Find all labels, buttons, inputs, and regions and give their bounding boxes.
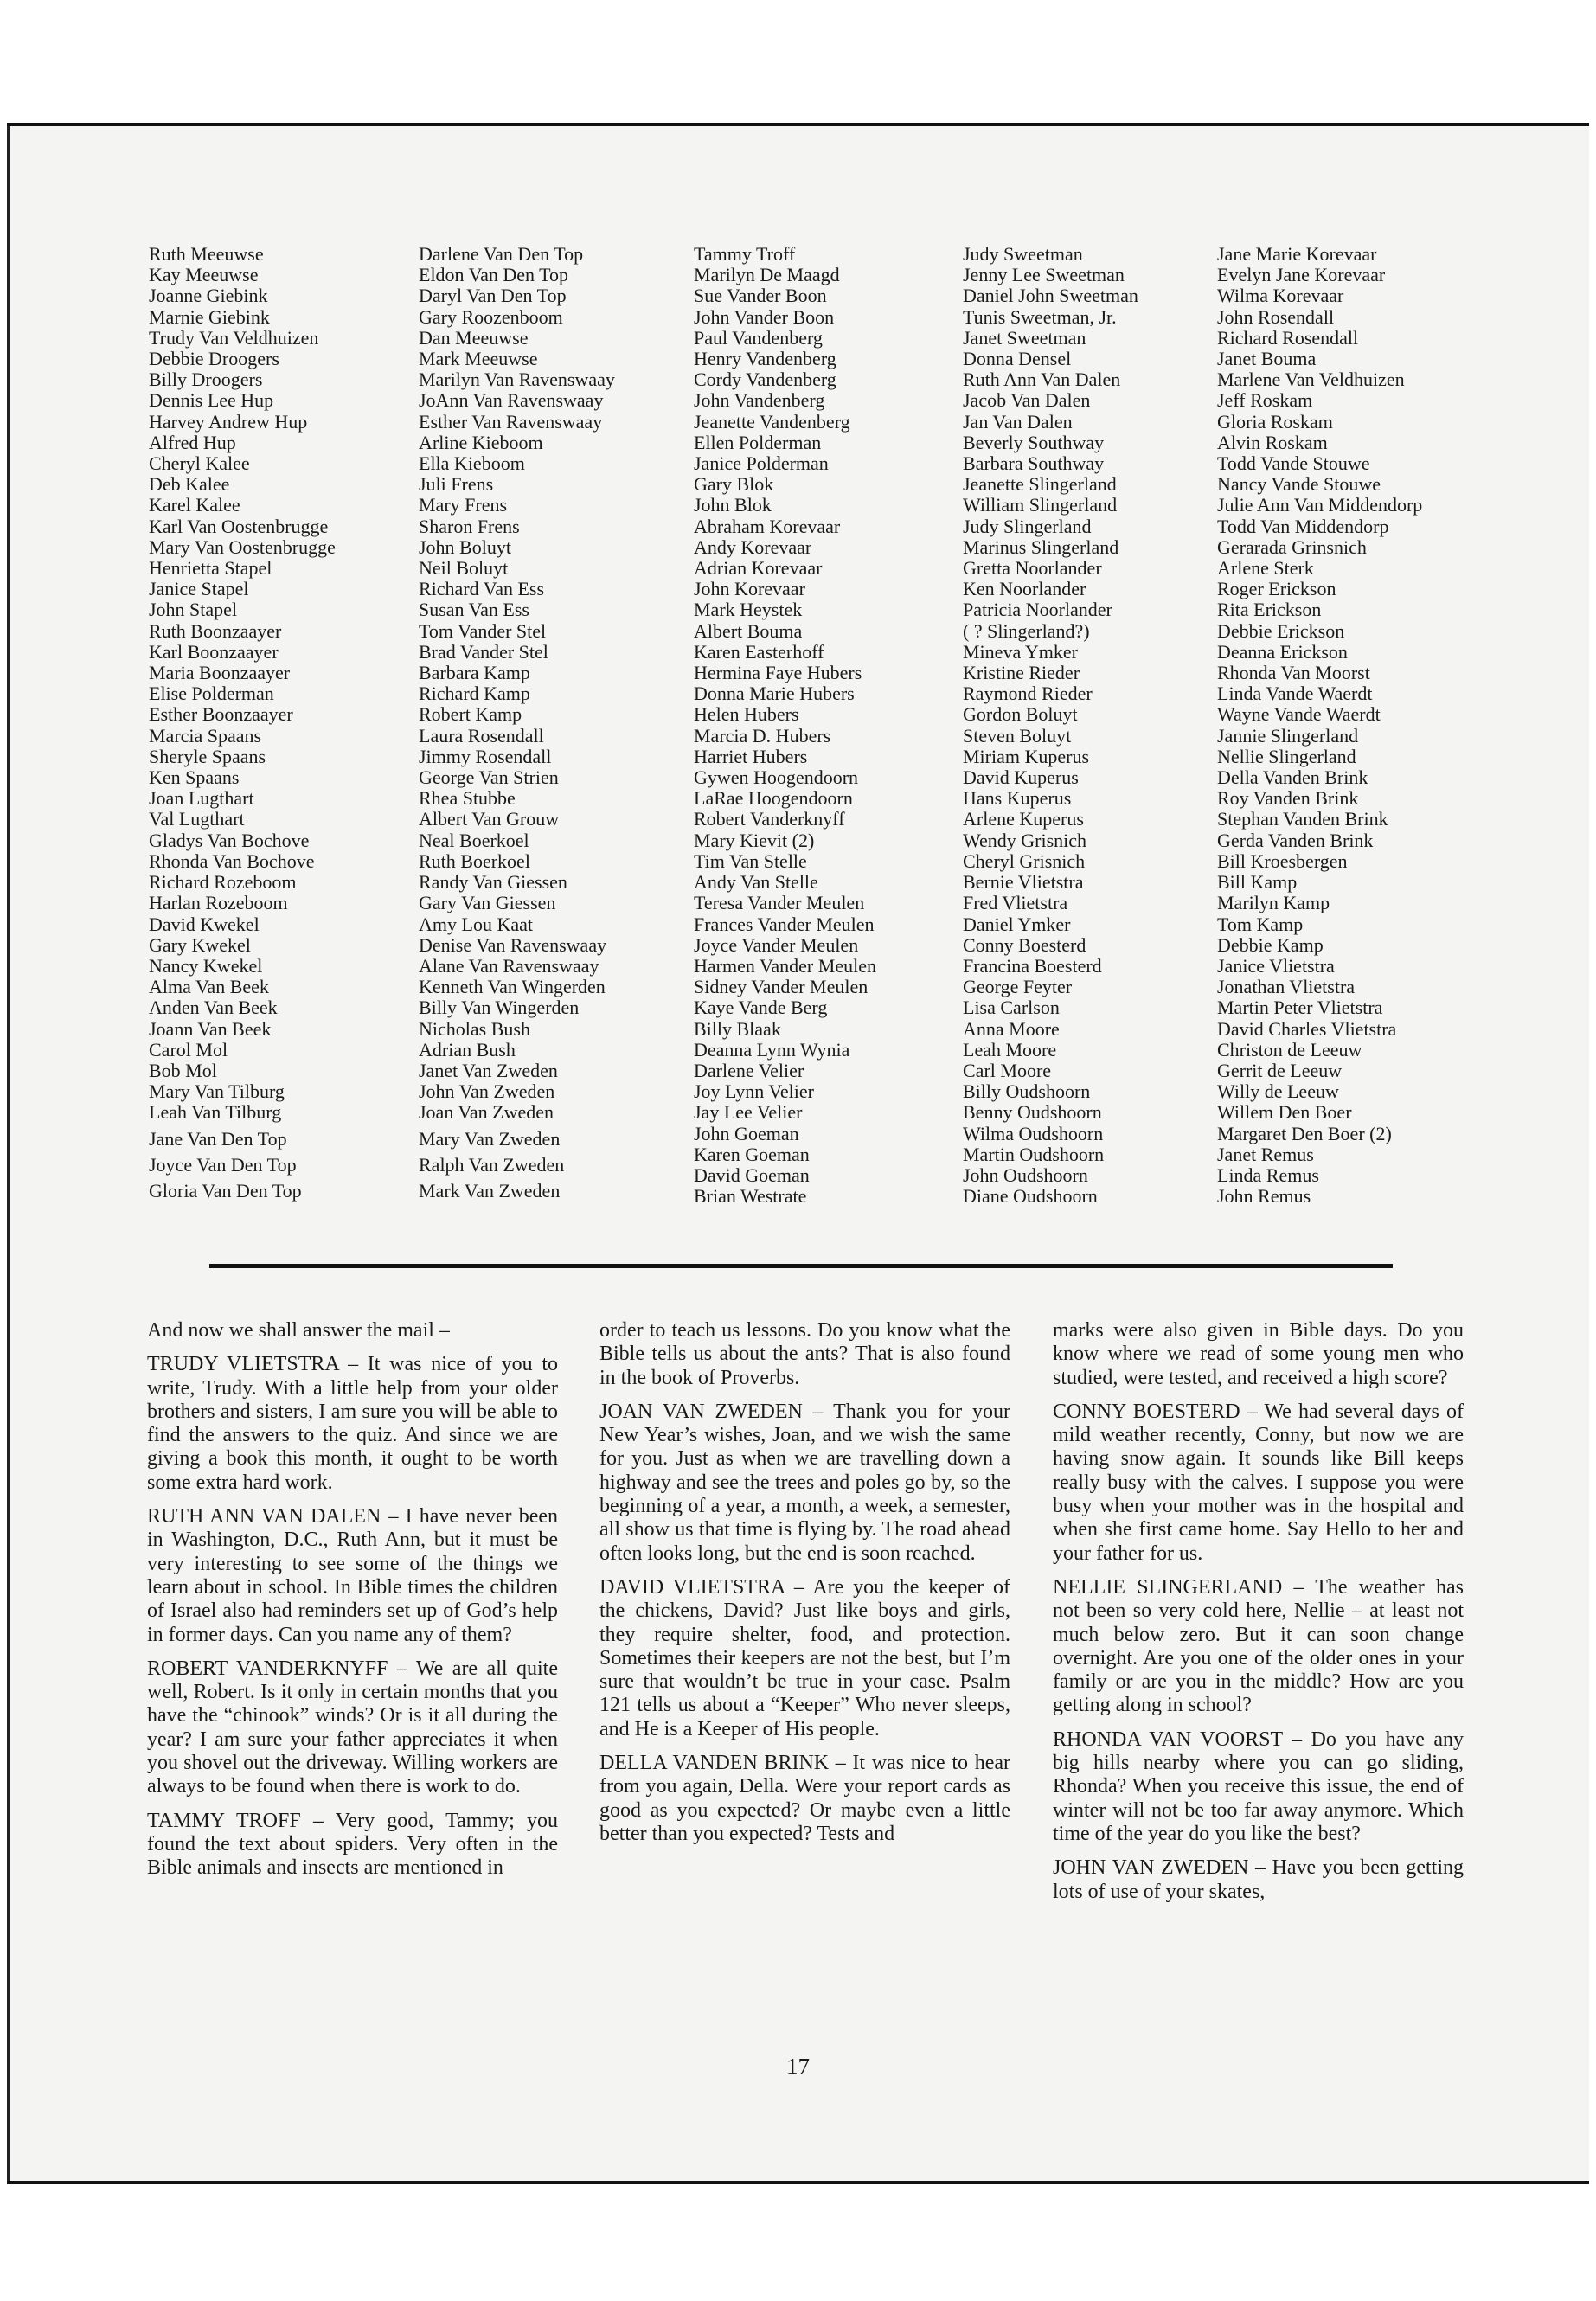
name-entry: Arlene Kuperus [963, 808, 1084, 830]
name-entry: Joan Lugthart [149, 787, 254, 810]
name-entry: Nancy Kwekel [149, 954, 263, 977]
name-entry: George Feyter [963, 976, 1073, 998]
name-entry: Juli Frens [419, 473, 494, 496]
name-entry: Mark Heystek [694, 599, 803, 621]
letter-paragraph: TAMMY TROFF – Very good, Tammy; you found the text about spiders. Very often in the Bible animals and insects are mentioned in [147, 1809, 558, 1880]
name-entry: Kaye Vande Berg [694, 997, 828, 1019]
name-entry: Gerrit de Leeuw [1217, 1059, 1343, 1081]
name-entry: Marnie Giebink [149, 305, 270, 328]
name-entry: Tunis Sweetman, Jr. [963, 305, 1117, 328]
name-entry: Rita Erickson [1217, 599, 1322, 621]
name-entry: Donna Densel [963, 348, 1072, 370]
name-entry: Henry Vandenberg [694, 348, 836, 370]
names-column-3 [694, 244, 876, 1207]
name-entry: Elise Polderman [149, 683, 274, 705]
letter-paragraph: CONNY BOESTERD – We had several days of mild weather recently, Conny, but now we are having snow again. It sounds like Bill keeps really busy with the calves. I suppose you were busy when your mother was in the hospital and when she first came home. Say Hello to her and your father for us. [1053, 1400, 1464, 1565]
name-entry: Nellie Slingerland [1217, 745, 1356, 767]
name-entry: Adrian Bush [419, 1038, 516, 1061]
name-entry: Marcia Spaans [149, 724, 262, 747]
name-entry: Conny Boesterd [963, 933, 1086, 956]
name-entry: Fred Vlietstra [963, 892, 1068, 914]
name-entry: Amy Lou Kaat [419, 913, 533, 935]
name-entry: David Kuperus [963, 766, 1079, 789]
name-entry: Carol Mol [149, 1038, 228, 1061]
name-entry: Gary Van Giessen [419, 892, 556, 914]
name-entry: Deb Kalee [149, 473, 230, 496]
name-entry: Billy Blaak [694, 1017, 781, 1040]
name-entry: Evelyn Jane Korevaar [1217, 264, 1386, 286]
name-entry: Mary Kievit (2) [694, 829, 815, 851]
name-entry: Gary Blok [694, 473, 774, 496]
name-entry: Raymond Rieder [963, 683, 1093, 705]
name-entry: Mary Van Oostenbrugge [149, 535, 336, 558]
name-entry: Roger Erickson [1217, 578, 1336, 600]
name-entry: Joanne Giebink [149, 285, 268, 307]
name-entry: Marcia D. Hubers [694, 724, 831, 747]
name-entry: Bernie Vlietstra [963, 871, 1084, 894]
name-entry: Brian Westrate [694, 1185, 807, 1208]
name-entry: John Korevaar [694, 578, 805, 600]
name-entry: Mineva Ymker [963, 640, 1078, 663]
name-entry: John Rosendall [1217, 305, 1335, 328]
name-entry: Ruth Ann Van Dalen [963, 369, 1121, 391]
name-entry: John Goeman [694, 1122, 799, 1144]
name-entry: Paul Vandenberg [694, 326, 823, 349]
name-entry: Benny Oudshoorn [963, 1101, 1102, 1124]
name-entry: Marlene Van Veldhuizen [1217, 369, 1405, 391]
section-divider [209, 1264, 1393, 1268]
name-entry: Abraham Korevaar [694, 515, 841, 537]
name-entry: Janice Vlietstra [1217, 954, 1335, 977]
name-entry: Ellen Polderman [694, 431, 822, 453]
name-entry: Ruth Boonzaayer [149, 619, 282, 642]
name-entry: Bob Mol [149, 1059, 217, 1081]
letter-paragraph: ROBERT VANDERKNYFF – We are all quite well, Robert. Is it only in certain months that you have the “chinook” winds? Or is it all during the year? I am sure your father appreciates it when you shovel out the driveway. Willing workers are always to be found when there is work to do. [147, 1657, 558, 1798]
letter-paragraph: DELLA VANDEN BRINK – It was nice to hear from you again, Della. Were your report cards as good as you expected? Or maybe even a little better than you expected? Tests and [599, 1752, 1010, 1845]
contributor-names-list [149, 244, 1481, 1208]
name-entry: Kay Meeuwse [149, 264, 259, 286]
name-entry: Beverly Southway [963, 431, 1105, 453]
name-entry: Janet Van Zweden [419, 1059, 558, 1081]
name-entry: Tom Vander Stel [419, 619, 547, 642]
name-entry: Cordy Vandenberg [694, 369, 836, 391]
name-entry: Brad Vander Stel [419, 640, 548, 663]
name-entry: Wendy Grisnich [963, 829, 1087, 851]
letters-column-1 [147, 1319, 558, 1891]
page-number: 17 [786, 2054, 810, 2080]
name-entry: Francina Boesterd [963, 954, 1102, 977]
name-entry: Ken Spaans [149, 766, 240, 789]
name-entry: Jimmy Rosendall [419, 745, 552, 767]
name-entry: Tom Kamp [1217, 913, 1304, 935]
name-entry: Margaret Den Boer (2) [1217, 1122, 1392, 1144]
name-entry: Bill Kamp [1217, 871, 1298, 894]
name-entry: Neil Boluyt [419, 557, 509, 580]
name-entry: Marilyn De Maagd [694, 264, 840, 286]
name-entry: Marilyn Kamp [1217, 892, 1330, 914]
name-entry: David Charles Vlietstra [1217, 1017, 1397, 1040]
name-entry: Karl Boonzaayer [149, 640, 279, 663]
name-entry: Gary Kwekel [149, 933, 251, 956]
name-entry: Christon de Leeuw [1217, 1038, 1362, 1061]
name-entry: Miriam Kuperus [963, 745, 1090, 767]
name-entry: Steven Boluyt [963, 724, 1072, 747]
name-entry: Lisa Carlson [963, 997, 1060, 1019]
name-entry: Andy Van Stelle [694, 871, 818, 894]
name-entry: Ella Kieboom [419, 452, 525, 475]
name-entry: Tammy Troff [694, 243, 796, 265]
name-entry: William Slingerland [963, 494, 1118, 516]
name-entry: Janet Sweetman [963, 326, 1086, 349]
name-entry: Joann Van Beek [149, 1017, 272, 1040]
name-entry: Denise Van Ravenswaay [419, 933, 607, 956]
name-entry: Jay Lee Velier [694, 1101, 803, 1124]
name-entry: John Van Zweden [419, 1080, 555, 1103]
name-entry: Jenny Lee Sweetman [963, 264, 1125, 286]
name-entry: Mark Meeuwse [419, 348, 538, 370]
name-entry: Karel Kalee [149, 494, 240, 516]
name-entry: Richard Rozeboom [149, 871, 297, 894]
name-entry: Rhonda Van Moorst [1217, 662, 1370, 684]
name-entry: Nancy Vande Stouwe [1217, 473, 1381, 496]
name-entry: JoAnn Van Ravenswaay [419, 389, 604, 412]
name-entry: John Boluyt [419, 535, 511, 558]
letter-paragraph: RHONDA VAN VOORST – Do you have any big hills nearby where you can go sliding, Rhonda? When you receive this issue, the end of winter will not be too far away anymore. Which time of the year do you like the best? [1053, 1727, 1464, 1845]
name-entry: Helen Hubers [694, 703, 799, 726]
name-entry: Deanna Lynn Wynia [694, 1038, 850, 1061]
name-entry: Janet Bouma [1217, 348, 1317, 370]
name-entry: Karen Goeman [694, 1143, 810, 1165]
name-entry: Leah Van Tilburg [149, 1101, 282, 1124]
name-entry: Harvey Andrew Hup [149, 410, 308, 433]
letters-column-2 [599, 1319, 1010, 1856]
name-entry: John Remus [1217, 1185, 1311, 1208]
name-entry: Gerarada Grinsnich [1217, 535, 1367, 558]
name-entry: Leah Moore [963, 1038, 1057, 1061]
name-entry: Hans Kuperus [963, 787, 1072, 810]
name-entry: Martin Peter Vlietstra [1217, 997, 1383, 1019]
name-entry: Judy Sweetman [963, 243, 1083, 265]
name-entry: Judy Slingerland [963, 515, 1092, 537]
letter-paragraph: JOHN VAN ZWEDEN – Have you been getting lots of use of your skates, [1053, 1856, 1464, 1903]
name-entry: Alane Van Ravenswaay [419, 954, 599, 977]
name-entry: Gretta Noorlander [963, 557, 1102, 580]
name-entry: Joyce Van Den Top [149, 1153, 297, 1176]
name-entry: John Stapel [149, 599, 238, 621]
name-entry: Rhonda Van Bochove [149, 849, 315, 872]
name-entry: Robert Kamp [419, 703, 522, 726]
name-entry: John Blok [694, 494, 772, 516]
name-entry: Neal Boerkoel [419, 829, 529, 851]
name-entry: Billy Droogers [149, 369, 263, 391]
name-entry: Marilyn Van Ravenswaay [419, 369, 615, 391]
name-entry: Gerda Vanden Brink [1217, 829, 1374, 851]
name-entry: David Goeman [694, 1163, 810, 1186]
name-entry: John Vander Boon [694, 305, 835, 328]
name-entry: Mary Van Zweden [419, 1127, 561, 1150]
name-entry: Roy Vanden Brink [1217, 787, 1359, 810]
names-column-5 [1217, 244, 1422, 1207]
name-entry: Sidney Vander Meulen [694, 976, 869, 998]
name-entry: Barbara Southway [963, 452, 1105, 475]
frame-edge [7, 126, 10, 2181]
letter-paragraph: NELLIE SLINGERLAND – The weather has not been so very cold here, Nellie – at least not much below zero. But it can soon change overnight. Are you one of the older ones in your family or are you in the middle? How are you getting along in school? [1053, 1575, 1464, 1717]
name-entry: Ruth Boerkoel [419, 849, 530, 872]
name-entry: Todd Vande Stouwe [1217, 452, 1370, 475]
name-entry: Harmen Vander Meulen [694, 954, 876, 977]
name-entry: Robert Vanderknyff [694, 808, 845, 830]
name-entry: Mary Van Tilburg [149, 1080, 285, 1103]
name-entry: Gloria Roskam [1217, 410, 1333, 433]
name-entry: Carl Moore [963, 1059, 1052, 1081]
name-entry: Alfred Hup [149, 431, 236, 453]
name-entry: Harriet Hubers [694, 745, 808, 767]
name-entry: Gloria Van Den Top [149, 1179, 302, 1202]
name-entry: Nicholas Bush [419, 1017, 530, 1040]
name-entry: Linda Vande Waerdt [1217, 683, 1373, 705]
name-entry: Cheryl Kalee [149, 452, 250, 475]
name-entry: Julie Ann Van Middendorp [1217, 494, 1423, 516]
name-entry: Eldon Van Den Top [419, 264, 569, 286]
name-entry: Marinus Slingerland [963, 535, 1119, 558]
name-entry: Maria Boonzaayer [149, 662, 291, 684]
name-entry: Wilma Oudshoorn [963, 1122, 1104, 1144]
name-entry: Karen Easterhoff [694, 640, 824, 663]
name-entry: George Van Strien [419, 766, 559, 789]
name-entry: Tim Van Stelle [694, 849, 807, 872]
name-entry: Janice Stapel [149, 578, 249, 600]
name-entry: Darlene Van Den Top [419, 243, 584, 265]
name-entry: Richard Kamp [419, 683, 530, 705]
name-entry: Willy de Leeuw [1217, 1080, 1339, 1103]
name-entry: Susan Van Ess [419, 599, 529, 621]
name-entry: Sharon Frens [419, 515, 520, 537]
name-entry: Laura Rosendall [419, 724, 544, 747]
name-entry: Linda Remus [1217, 1163, 1319, 1186]
letter-paragraph: JOAN VAN ZWEDEN – Thank you for your New Year’s wishes, Joan, and we wish the same for you. Just as when we are travelling down a highway and see the trees and poles go by, so the beginning of a year, a month, a week, a semester, all show us that time is flying by. The road ahead often looks long, but the end is soon reached. [599, 1400, 1010, 1565]
name-entry: Janet Remus [1217, 1143, 1314, 1165]
name-entry: Donna Marie Hubers [694, 683, 855, 705]
name-entry: Alma Van Beek [149, 976, 269, 998]
name-entry: Joy Lynn Velier [694, 1080, 814, 1103]
name-entry: Richard Rosendall [1217, 326, 1359, 349]
name-entry: Wayne Vande Waerdt [1217, 703, 1381, 726]
name-entry: Henrietta Stapel [149, 557, 272, 580]
name-entry: Joan Van Zweden [419, 1101, 554, 1124]
letter-paragraph: And now we shall answer the mail – [147, 1319, 450, 1342]
name-entry: Albert Van Grouw [419, 808, 560, 830]
name-entry: Billy Oudshoorn [963, 1080, 1091, 1103]
name-entry: Jeanette Vandenberg [694, 410, 850, 433]
letter-paragraph: order to teach us lessons. Do you know what the Bible tells us about the ants? That is also found in the book of Proverbs. [599, 1319, 1010, 1389]
name-entry: Dan Meeuwse [419, 326, 529, 349]
name-entry: Sue Vander Boon [694, 285, 827, 307]
name-entry: Albert Bouma [694, 619, 803, 642]
name-entry: Adrian Korevaar [694, 557, 823, 580]
name-entry: Mary Frens [419, 494, 508, 516]
name-entry: Joyce Vander Meulen [694, 933, 859, 956]
name-entry: John Oudshoorn [963, 1163, 1088, 1186]
name-entry: Jeanette Slingerland [963, 473, 1117, 496]
name-entry: Alvin Roskam [1217, 431, 1328, 453]
name-entry: Hermina Faye Hubers [694, 662, 862, 684]
name-entry: Billy Van Wingerden [419, 997, 580, 1019]
name-entry: Debbie Kamp [1217, 933, 1324, 956]
name-entry: Anna Moore [963, 1017, 1060, 1040]
name-entry: Debbie Erickson [1217, 619, 1345, 642]
name-entry: Trudy Van Veldhuizen [149, 326, 319, 349]
name-entry: Gordon Boluyt [963, 703, 1078, 726]
name-entry: Patricia Noorlander [963, 599, 1112, 621]
names-column-4 [963, 244, 1138, 1207]
name-entry: Daniel Ymker [963, 913, 1071, 935]
name-entry: Jan Van Dalen [963, 410, 1073, 433]
name-entry: Todd Van Middendorp [1217, 515, 1389, 537]
name-entry: Cheryl Grisnich [963, 849, 1086, 872]
name-entry: Harlan Rozeboom [149, 892, 288, 914]
name-entry: Kenneth Van Wingerden [419, 976, 606, 998]
name-entry: Val Lugthart [149, 808, 245, 830]
name-entry: Teresa Vander Meulen [694, 892, 865, 914]
name-entry: Stephan Vanden Brink [1217, 808, 1388, 830]
name-entry: Barbara Kamp [419, 662, 530, 684]
name-entry: Martin Oudshoorn [963, 1143, 1105, 1165]
name-entry: David Kwekel [149, 913, 260, 935]
name-entry: Willem Den Boer [1217, 1101, 1352, 1124]
name-entry: Esther Boonzaayer [149, 703, 293, 726]
name-entry: Ken Noorlander [963, 578, 1086, 600]
letters-column-3 [1053, 1319, 1464, 1914]
name-entry: ( ? Slingerland?) [963, 619, 1090, 642]
name-entry: Jonathan Vlietstra [1217, 976, 1356, 998]
name-entry: Bill Kroesbergen [1217, 849, 1348, 872]
name-entry: Ralph Van Zweden [419, 1153, 565, 1176]
name-entry: Jacob Van Dalen [963, 389, 1091, 412]
name-entry: Gywen Hoogendoorn [694, 766, 859, 789]
name-entry: LaRae Hoogendoorn [694, 787, 853, 810]
name-entry: Rhea Stubbe [419, 787, 516, 810]
name-entry: Randy Van Giessen [419, 871, 567, 894]
name-entry: Diane Oudshoorn [963, 1185, 1098, 1208]
name-entry: Jane Marie Korevaar [1217, 243, 1377, 265]
name-entry: Daniel John Sweetman [963, 285, 1138, 307]
name-entry: Gladys Van Bochove [149, 829, 310, 851]
name-entry: Jannie Slingerland [1217, 724, 1359, 747]
name-entry: Anden Van Beek [149, 997, 278, 1019]
name-entry: Karl Van Oostenbrugge [149, 515, 329, 537]
name-entry: Jane Van Den Top [149, 1127, 287, 1150]
name-entry: Esther Van Ravenswaay [419, 410, 603, 433]
names-column-1 [149, 244, 336, 1202]
name-entry: Darlene Velier [694, 1059, 804, 1081]
name-entry: Gary Roozenboom [419, 305, 563, 328]
name-entry: Ruth Meeuwse [149, 243, 264, 265]
name-entry: Deanna Erickson [1217, 640, 1348, 663]
name-entry: Daryl Van Den Top [419, 285, 567, 307]
letter-paragraph: marks were also given in Bible days. Do you know where we read of some young men who studied, were tested, and received a high score? [1053, 1319, 1464, 1389]
name-entry: Wilma Korevaar [1217, 285, 1344, 307]
name-entry: Sheryle Spaans [149, 745, 266, 767]
name-entry: John Vandenberg [694, 389, 825, 412]
name-entry: Frances Vander Meulen [694, 913, 875, 935]
name-entry: Kristine Rieder [963, 662, 1080, 684]
name-entry: Andy Korevaar [694, 535, 812, 558]
name-entry: Janice Polderman [694, 452, 829, 475]
letter-paragraph: DAVID VLIETSTRA – Are you the keeper of the chickens, David? Just like boys and girls, they require shelter, food, and protection. Sometimes their keepers are not the best, but I’m sure that wouldn’t be true in your case. Psalm 121 tells us about a “Keeper” Who never sleeps, and He is a Keeper of His people. [599, 1575, 1010, 1740]
letter-paragraph: TRUDY VLIETSTRA – It was nice of you to write, Trudy. With a little help from your older brothers and sisters, I am sure you will be able to find the answers to the quiz. And since we are giving a book this month, it ought to be worth some extra hard work. [147, 1353, 558, 1494]
names-column-2 [419, 244, 615, 1202]
letter-paragraph: RUTH ANN VAN DALEN – I have never been in Washington, D.C., Ruth Ann, but it must be very interesting to see some of the things we learn about in school. In Bible times the children of Israel also had reminders set up of God’s help in former days. Can you name any of them? [147, 1505, 558, 1646]
mail-answers [147, 1319, 1471, 2037]
name-entry: Mark Van Zweden [419, 1179, 561, 1202]
name-entry: Arline Kieboom [419, 431, 543, 453]
name-entry: Debbie Droogers [149, 348, 279, 370]
name-entry: Della Vanden Brink [1217, 766, 1368, 789]
name-entry: Dennis Lee Hup [149, 389, 274, 412]
name-entry: Arlene Sterk [1217, 557, 1314, 580]
name-entry: Richard Van Ess [419, 578, 545, 600]
name-entry: Jeff Roskam [1217, 389, 1313, 412]
